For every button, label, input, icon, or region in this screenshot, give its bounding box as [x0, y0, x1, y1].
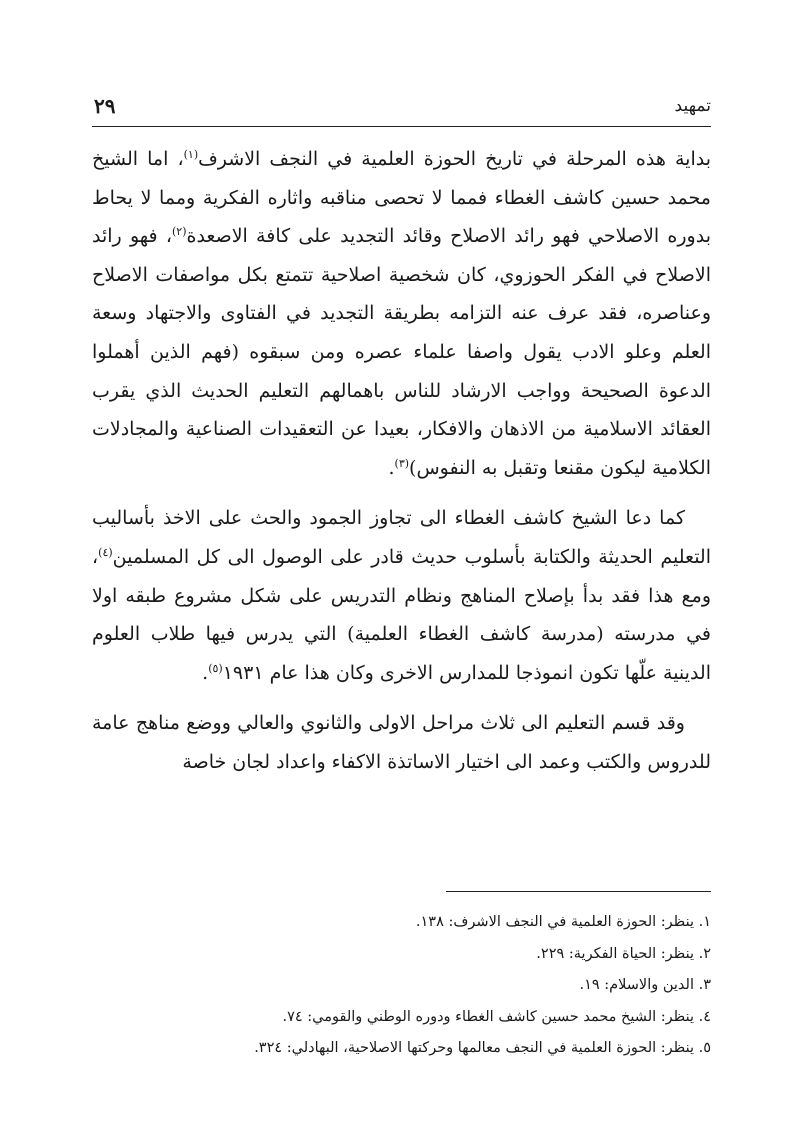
footnote-ref-4: (٤): [98, 545, 113, 559]
footnote-ref-5: (٥): [208, 661, 223, 675]
footnote-ref-3: (٣): [394, 456, 410, 470]
footnote-ref-1: (١): [183, 148, 199, 161]
paragraph-2-text-3: .: [202, 661, 209, 684]
page-number: ٢٩: [94, 94, 116, 118]
paragraph-1-text-3: ، فهو رائد الاصلاح في الفكر الحوزوي، كان شخصية اصلاحية تتمتع بكل مواصفات الاصلاح وعناصره، فقد عرف عنه التزامه بطريقة التجديد في الفتاوى والاجتهاد وسعة العلم وعلو الادب يقول واصفا علماء عصره ومن سبقوه (فهم الذين أهملوا الدعوة الصحيحة وواجب الارشاد للناس باهمالهم التعليم الحديث الذي يقرب العقائد الاسلامية من الاذهان والافكار، بعيدا عن التعقيدات الصناعية والمجادلات الكلامية ليكون مقنعا وتقبل به النفوس): [92, 225, 711, 479]
paragraph-2-text-1: كما دعا الشيخ كاشف الغطاء الى تجاوز الجمود والحث على الاخذ بأساليب التعليم الحديثة والكتابة بأسلوب حديث قادر على الوصول الى كل المسلمين: [92, 507, 711, 568]
footnote-1: ١. ينظر: الحوزة العلمية في النجف الاشرف: ١٣٨.: [415, 914, 711, 930]
footnote-separator: [446, 891, 711, 892]
header-rule: [92, 126, 711, 127]
paragraph-1-text-4: .: [388, 456, 395, 479]
footnote-ref-2: (٢): [171, 225, 187, 239]
footnote-4: ٤. ينظر: الشيخ محمد حسين كاشف الغطاء ودوره الوطني والقومي: ٧٤.: [282, 1008, 711, 1025]
paragraph-1-text-2: ، اما الشيخ محمد حسين كاشف الغطاء فمما لا تحصى مناقبه واثاره الفكرية ومما لا يحاط بدوره الاصلاحي فهو رائد الاصلاح وقائد التجديد على كافة الاصعدة: [92, 148, 711, 248]
page-header: [92, 96, 711, 126]
paragraph-1: [92, 140, 711, 487]
footnotes: [92, 907, 711, 1065]
footnote-3: ٣. الدين والاسلام: ١٩.: [579, 977, 711, 993]
running-head: تمهيد: [674, 96, 711, 116]
paragraph-3: [92, 704, 711, 781]
main-text: [92, 140, 711, 782]
footnote-2: ٢. ينظر: الحياة الفكرية: ٢٢٩.: [536, 945, 711, 962]
footnote-5: ٥. ينظر: الحوزة العلمية في النجف معالمها وحركتها الاصلاحية، البهادلي: ٣٢٤.: [254, 1040, 711, 1056]
paragraph-3-text: وقد قسم التعليم الى ثلاث مراحل الاولى والثانوي والعالي ووضع مناهج عامة للدروس والكتب وعمد الى اختيار الاساتذة الاكفاء واعداد لجان خاصة: [92, 712, 711, 773]
paragraph-2: [92, 499, 711, 692]
paragraph-2-text-2: ، ومع هذا فقد بدأ بإصلاح المناهج ونظام التدريس على شكل مشروع طبقه اولا في مدرسته (مدرسة كاشف الغطاء العلمية) التي يدرس فيها طلاب العلوم الدينية علّها تكون انموذجا للمدارس الاخرى وكان هذا عام ١٩٣١: [92, 545, 711, 684]
paragraph-1-text-1: بداية هذه المرحلة في تاريخ الحوزة العلمية في النجف الاشرف: [198, 148, 711, 170]
